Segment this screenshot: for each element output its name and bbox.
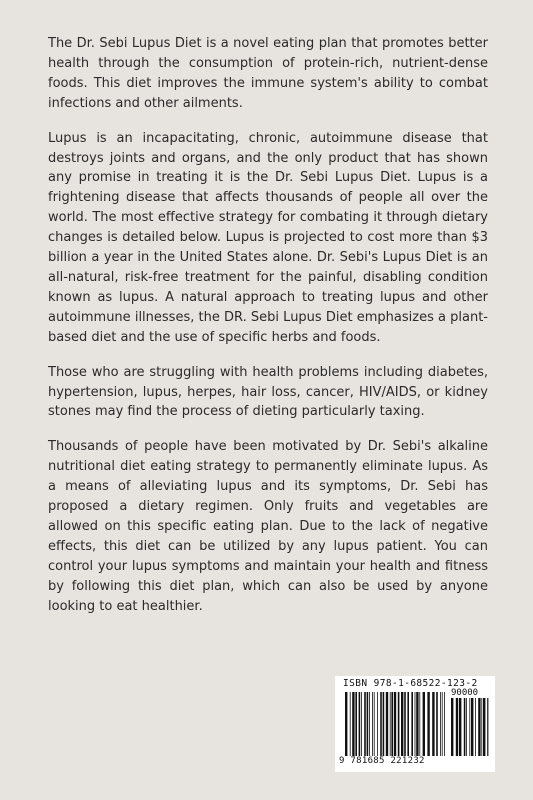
isbn-barcode — [335, 676, 495, 772]
barcode-stripe — [386, 692, 388, 756]
barcode-stripe — [440, 692, 441, 756]
barcode-stripe — [436, 692, 438, 756]
barcode-stripe — [481, 698, 482, 756]
barcode-stripe — [355, 692, 357, 756]
barcode-stripe — [377, 692, 378, 756]
barcode-stripe — [350, 692, 351, 756]
ean-number: 9 781685 221232 — [339, 756, 425, 766]
barcode-stripe — [391, 692, 393, 756]
barcode-stripe — [464, 698, 466, 756]
barcode-stripe — [367, 692, 369, 756]
barcode-stripe — [352, 692, 354, 756]
barcode-stripe — [369, 692, 370, 756]
barcode-stripe — [419, 692, 420, 756]
barcode-stripe — [456, 698, 458, 756]
blurb-text — [48, 34, 488, 631]
barcode-stripe — [404, 692, 406, 756]
paragraph-3: Those who are struggling with health problems including diabetes, hypertension, lupus, herpes, hair loss, cancer, HIV/AIDS, or kidney stones may find the process of dieting particularly taxing. — [48, 364, 488, 420]
barcode-stripe — [364, 692, 366, 756]
barcode-stripe — [394, 692, 396, 756]
barcode-stripe — [359, 692, 361, 756]
barcode-stripe — [483, 698, 485, 756]
barcode-stripe — [444, 692, 445, 756]
barcode-stripe — [390, 692, 391, 756]
barcode-stripe — [487, 698, 488, 756]
barcode-stripe — [380, 692, 382, 756]
barcode-stripe — [374, 692, 375, 756]
barcode-stripe — [451, 698, 453, 756]
barcode-stripe — [411, 692, 413, 756]
barcode-stripe — [416, 692, 418, 756]
barcode-stripe — [383, 692, 385, 756]
paragraph-4: Thousands of people have been motivated by Dr. Sebi's alkaline nutritional diet eating strategy to permanently eliminate lupus. As a means of alleviating lupus and its symptoms, Dr. Sebi has proposed a dietary regimen. Only fruits and vegetables are allowed on this specific eating plan. Due to the lack of negative effects, this diet can be utilized by any lupus patient. You can control your lupus symptoms and maintain your health and fitness by following this diet plan, which can also be used by anyone looking to eat healthier. — [48, 439, 488, 614]
barcode-stripe — [361, 692, 362, 756]
barcode-stripe — [398, 692, 400, 756]
barcode-stripe — [442, 692, 443, 756]
barcode-stripe — [415, 692, 416, 756]
paragraph-2: Lupus is an incapacitating, chronic, autoimmune disease that destroys joints and organs, and the only product that has shown any promise in treating it is the Dr. Sebi Lupus Diet. Lupus is a frightening disease that affects thousands of people all over the world. The most effective strategy for combating it through dietary changes is detailed below. Lupus is projected to cost more than $3 billion a year in the United States alone. Dr. Sebi's Lupus Diet is an all-natural, risk-free treatment for the painful, disabling condition known as lupus. A natural approach to treating lupus and other autoimmune illnesses, the DR. Sebi Lupus Diet emphasizes a plant-based diet and the use of specific herbs and foods. — [48, 130, 488, 345]
addon-barcode-bars — [451, 698, 489, 756]
barcode-stripe — [459, 698, 461, 756]
isbn-label: ISBN 978-1-68522-123-2 — [343, 678, 478, 689]
barcode-stripe — [427, 692, 429, 756]
barcode-stripe — [475, 698, 476, 756]
paragraph-1: The Dr. Sebi Lupus Diet is a novel eating plan that promotes better health through the consumption of protein-rich, nutrient-dense foods. This diet improves the immune system's ability to combat infections and other ailments. — [48, 36, 488, 111]
barcode-stripe — [407, 692, 409, 756]
ean-barcode-bars — [345, 692, 445, 756]
barcode-stripe — [423, 692, 425, 756]
barcode-stripe — [466, 698, 467, 756]
barcode-stripe — [469, 698, 470, 756]
barcode-stripe — [345, 692, 347, 756]
barcode-stripe — [478, 698, 480, 756]
barcode-stripe — [372, 692, 373, 756]
barcode-stripe — [432, 692, 434, 756]
barcode-stripe — [401, 692, 403, 756]
addon-number: 90000 — [451, 688, 479, 698]
barcode-stripe — [471, 698, 473, 756]
